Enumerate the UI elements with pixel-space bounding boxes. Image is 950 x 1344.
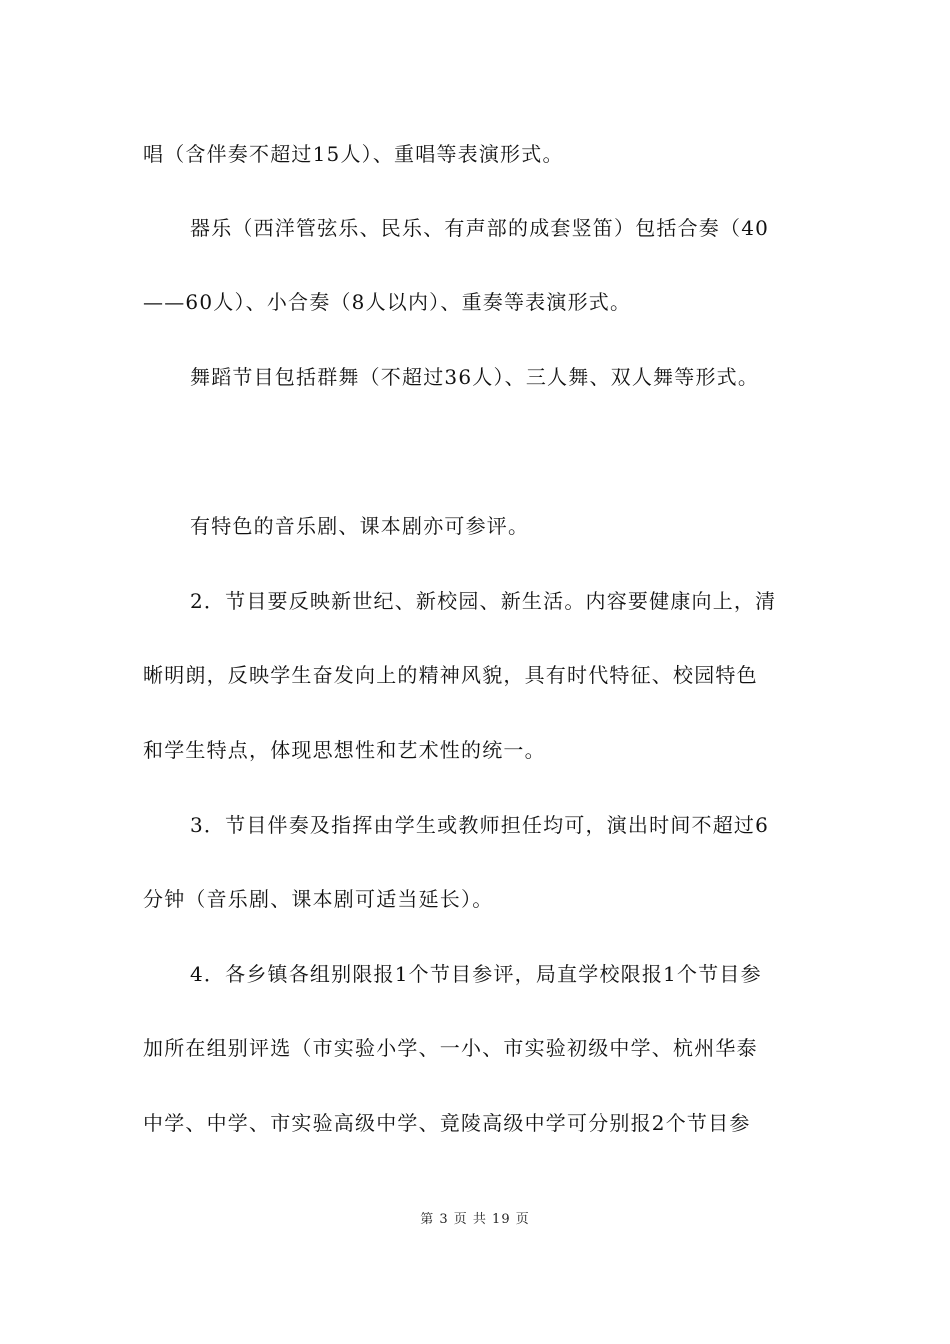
text-line: 3．节目伴奏及指挥由学生或教师担任均可，演出时间不超过6 [190,813,770,837]
text-line: 中学、中学、市实验高级中学、竟陵高级中学可分别报2个节目参 [143,1111,751,1135]
text-line: 分钟（音乐剧、课本剧可适当延长）。 [143,887,494,911]
text-line: ——60人）、小合奏（8人以内）、重奏等表演形式。 [143,290,632,314]
text-line: 唱（含伴奏不超过15人）、重唱等表演形式。 [143,142,564,166]
text-line: 2．节目要反映新世纪、新校园、新生活。内容要健康向上，清 [190,589,777,613]
text-line: 4．各乡镇各组别限报1个节目参评，局直学校限报1个节目参 [190,962,762,986]
text-line: 舞蹈节目包括群舞（不超过36人）、三人舞、双人舞等形式。 [190,365,760,389]
page-number: 第 3 页 共 19 页 [420,1212,530,1227]
text-line: 和学生特点，体现思想性和艺术性的统一。 [143,738,546,762]
text-line: 有特色的音乐剧、课本剧亦可参评。 [190,514,530,538]
text-line: 晰明朗，反映学生奋发向上的精神风貌，具有时代特征、校园特色 [143,663,758,687]
text-line: 加所在组别评选（市实验小学、一小、市实验初级中学、杭州华泰 [143,1036,758,1060]
text-line: 器乐（西洋管弦乐、民乐、有声部的成套竖笛）包括合奏（40 [190,216,770,240]
